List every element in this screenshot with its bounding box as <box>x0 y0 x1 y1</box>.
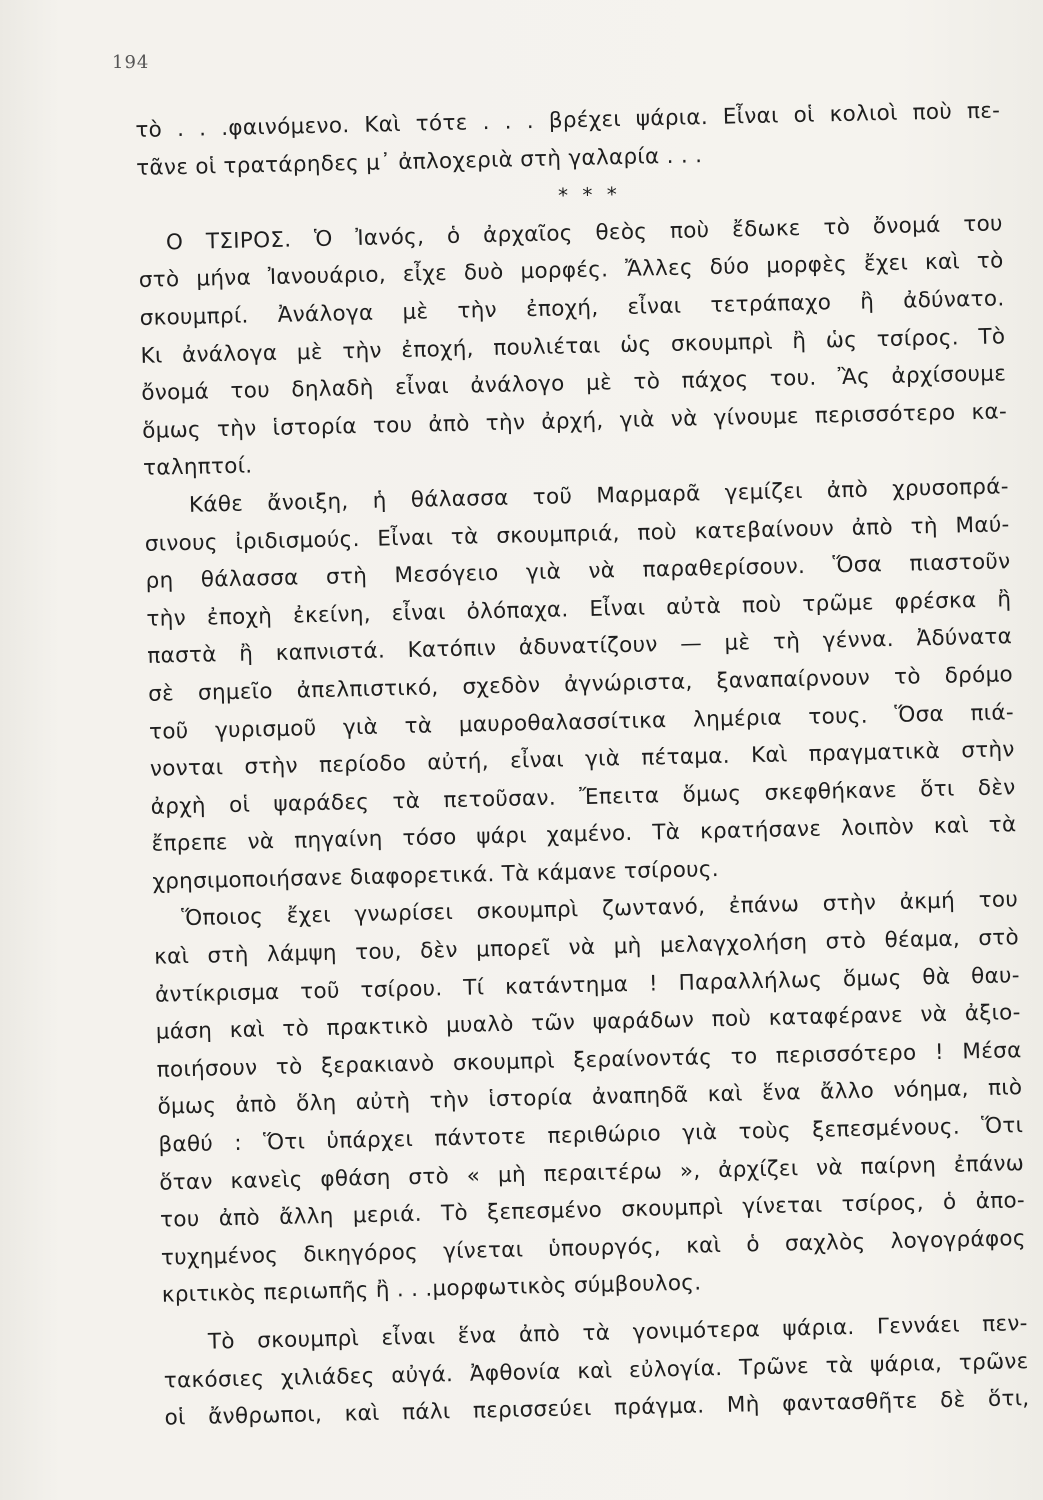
text-line: τακόσιες χιλιάδες αὐγά. Ἀφθονία καὶ εὐλογία. Τρῶνε τὰ ψάρια, τρῶνε <box>163 1348 1029 1394</box>
text-line: ἔπρεπε νὰ πηγαίνη τόσο ψάρι χαμένο. Τὰ κρατήσανε λοιπὸν καὶ τὰ <box>151 812 1017 858</box>
text-line: καὶ στὴ λάμψη του, δὲν μπορεῖ νὰ μὴ μελαγχολήση στὸ θέαμα, στὸ <box>153 925 1020 970</box>
text-line: ἀρχὴ οἱ ψαράδες τὰ πετοῦσαν. Ἔπειτα ὅμως σκεφθήκανε ὅτι δὲν <box>150 774 1016 820</box>
text-line: σὲ σημεῖο ἀπελπιστικό, σχεδὸν ἀγνώριστα, ξαναπαίρνουν τὸ δρόμο <box>147 662 1014 707</box>
text-line: τὸ . . .φαινόμενο. Καὶ τότε . . . βρέχει ψάρια. Εἶναι οἱ κολιοὶ ποὺ πε- <box>135 98 1001 143</box>
text-line: ταληπτοί. <box>142 453 253 482</box>
text-line: Ο ΤΣΙΡΟΣ. Ὁ Ἰανός, ὁ ἀρχαῖος θεὸς ποὺ ἔδωκε τὸ ὄνομά του <box>165 211 1004 256</box>
text-line: βαθύ : Ὅτι ὑπάρχει πάντοτε περιθώριο γιὰ τοὺς ξεπεσμένους. Ὅτι <box>158 1113 1024 1158</box>
text-line: Ὅποιος ἔχει γνωρίσει σκουμπρὶ ζωντανό, ἐπάνω στὴν ἀκμή του <box>181 887 1019 932</box>
text-line: Κι ἀνάλογα μὲ τὴν ἐποχή, πουλιέται ὡς σκουμπρὶ ἢ ὡς τσίρος. Τὸ <box>140 323 1006 369</box>
text-line: τυχημένος δικηγόρος γίνεται ὑπουργός, καὶ ὁ σαχλὸς λογογράφος <box>160 1225 1027 1271</box>
text-line: τοῦ γυρισμοῦ γιὰ τὰ μαυροθαλασσίτικα λημέρια τους. Ὅσα πιά- <box>148 699 1015 745</box>
text-line: κριτικὸς περιωπῆς ἢ . . .μορφωτικὸς σύμβουλος. <box>161 1270 702 1309</box>
text-line: οἱ ἄνθρωποι, καὶ πάλι περισσεύει πράγμα. Μὴ φαντασθῆτε δὲ ὅτι, <box>164 1386 1030 1431</box>
text-line: τᾶνε οἱ τρατάρηδες μ᾽ ἀπλοχεριὰ στὴ γαλαρία . . . <box>135 142 703 181</box>
text-line: νονται στὴν περίοδο αὐτή, εἶναι γιὰ πέταμα. Καὶ πραγματικὰ στὴν <box>149 737 1015 782</box>
text-line: του ἀπὸ ἄλλη μεριά. Τὸ ξεπεσμένο σκουμπρὶ γίνεται τσίρος, ὁ ἀπο- <box>159 1188 1026 1233</box>
text-line: σκουμπρί. Ἀνάλογα μὲ τὴν ἐποχή, εἶναι τετράπαχο ἢ ἀδύνατο. <box>139 286 1005 331</box>
text-line: ὅμως τὴν ἱστορία του ἀπὸ τὴν ἀρχή, γιὰ νὰ γίνουμε περισσότερο κα- <box>141 399 1008 444</box>
text-line: ὅμως ἀπὸ ὅλη αὐτὴ τὴν ἱστορία ἀναπηδᾶ καὶ ἕνα ἄλλο νόημα, πιὸ <box>157 1075 1023 1121</box>
text-line: ὅταν κανεὶς φθάση στὸ « μὴ περαιτέρω », ἀρχίζει νὰ παίρνη ἐπάνω <box>159 1150 1025 1196</box>
page-number: 194 <box>112 52 150 73</box>
text-line: μάση καὶ τὸ πρακτικὸ μυαλὸ τῶν ψαράδων ποὺ καταφέρανε νὰ ἀξιο- <box>155 1000 1021 1046</box>
text-line: ἀντίκρισμα τοῦ τσίρου. Τί κατάντημα ! Παραλλήλως ὅμως θὰ θαυ- <box>154 962 1021 1008</box>
text-line: Κάθε ἄνοιξη, ἡ θάλασσα τοῦ Μαρμαρᾶ γεμίζει ἀπὸ χρυσοπρά- <box>188 474 1010 518</box>
text-line: σινους ἰριδισμούς. Εἶναι τὰ σκουμπριά, ποὺ κατεβαίνουν ἀπὸ τὴ Μαύ- <box>144 511 1010 557</box>
section-divider: * * * <box>557 182 622 208</box>
text-line: τὴν ἐποχὴ ἐκείνη, εἶναι ὀλόπαχα. Εἶναι αὐτὰ ποὺ τρῶμε φρέσκα ἢ <box>146 586 1012 632</box>
text-line: ποιήσουν τὸ ξερακιανὸ σκουμπρὶ ξεραίνοντάς το περισσότερο ! Μέσα <box>156 1037 1022 1083</box>
text-line: παστὰ ἢ καπνιστά. Κατόπιν ἀδυνατίζουν — μὲ τὴ γέννα. Ἀδύνατα <box>147 624 1013 670</box>
text-line: ὄνομά του δηλαδὴ εἶναι ἀνάλογο μὲ τὸ πάχος του. Ἂς ἀρχίσουμε <box>141 361 1007 407</box>
text-line: ρη θάλασσα στὴ Μεσόγειο γιὰ νὰ παραθερίσουν. Ὅσα πιαστοῦν <box>145 549 1011 595</box>
text-line: στὸ μήνα Ἰανουάριο, εἶχε δυὸ μορφές. Ἄλλες δύο μορφὲς ἔχει καὶ τὸ <box>138 248 1004 294</box>
text-line: χρησιμοποιήσανε διαφορετικά. Τὰ κάμανε τσίρους. <box>152 856 720 895</box>
text-line: Τὸ σκουμπρὶ εἶναι ἕνα ἀπὸ τὰ γονιμότερα ψάρια. Γεννάει πεν- <box>207 1311 1029 1355</box>
body-text <box>135 92 1030 1437</box>
